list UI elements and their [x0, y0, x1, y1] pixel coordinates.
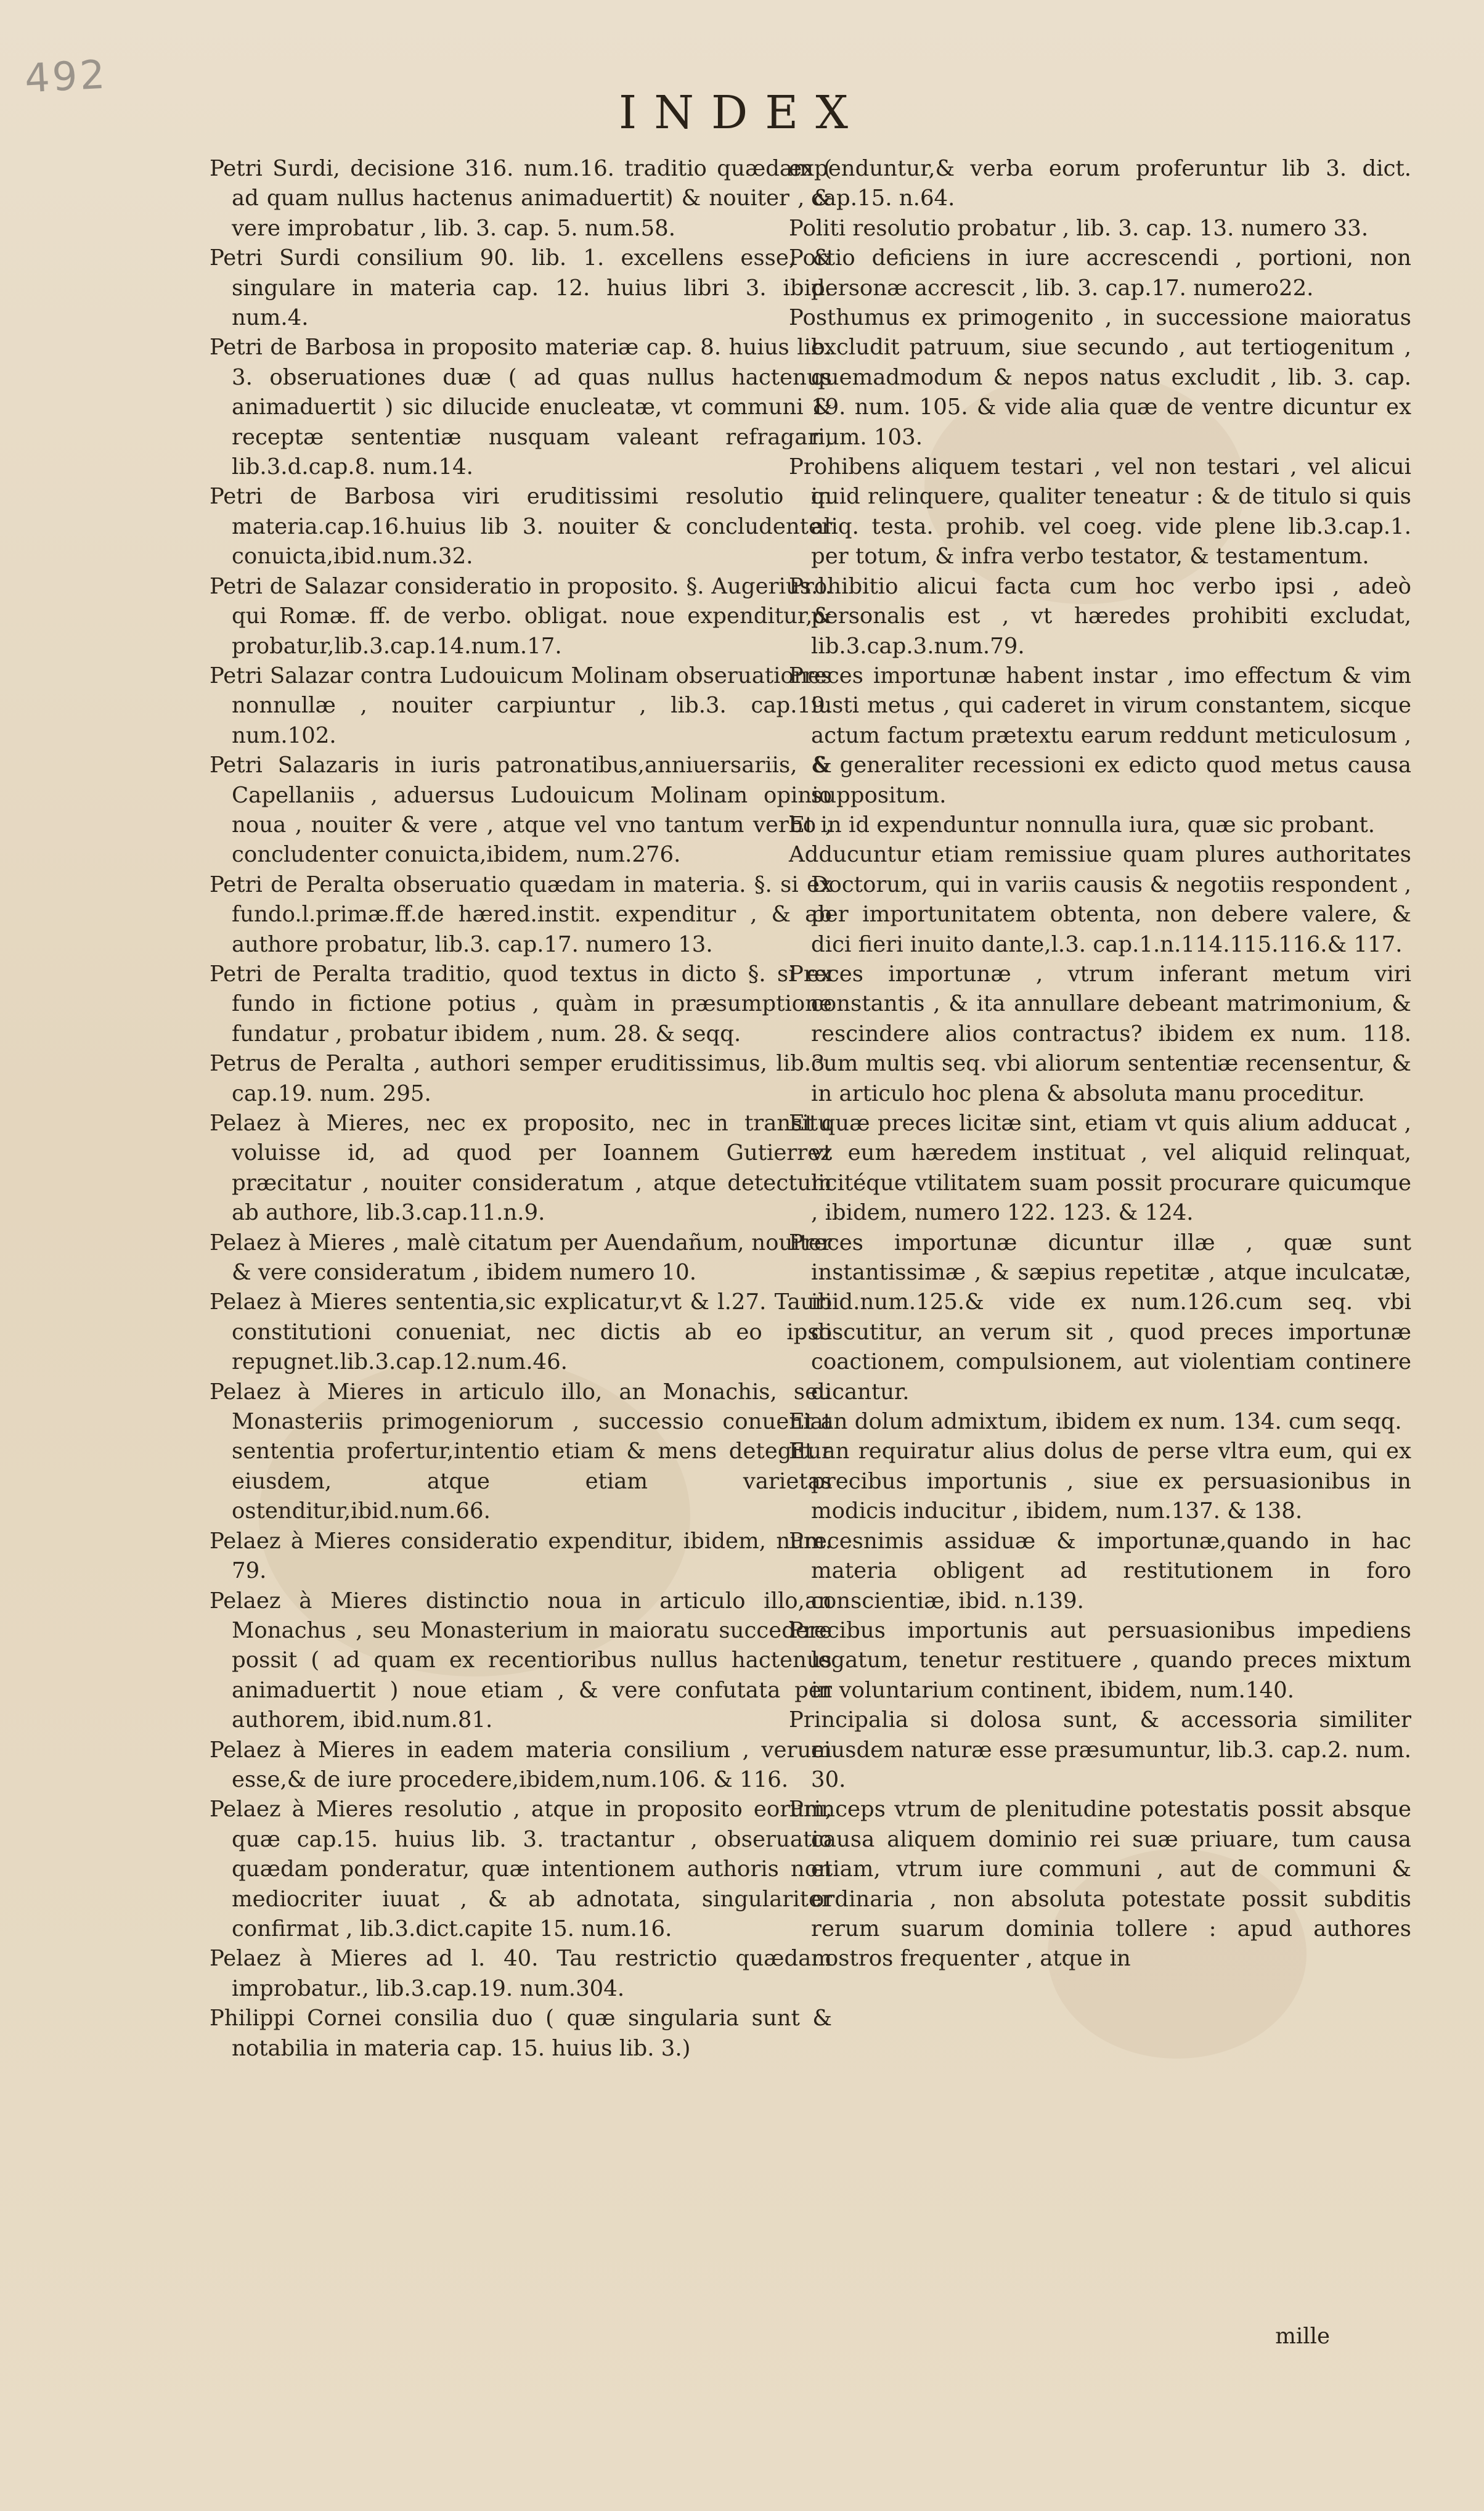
index-entry: Prohibitio alicui facta cum hoc verbo ipsi , adeò personalis est , vt hæredes prohibiti excludat, lib.3.cap.3.num.79. — [789, 573, 1411, 659]
index-entry: Et in id expenduntur nonnulla iura, quæ sic probant. — [789, 812, 1376, 838]
index-column-left — [210, 154, 832, 2064]
index-entry: Pelaez à Mieres in articulo illo, an Monachis, seu Monasteriis primogeniorum , successio conueniat sententia profertur,intentio etiam & mens detegitur eiusdem, atque etiam varietas ostenditur,ibid.num.66. — [210, 1379, 832, 1524]
index-entry: Pelaez à Mieres sententia,sic explicatur,vt & l.27. Tauri constitutioni conueniat, nec dictis ab eo ipso repugnet.lib.3.cap.12.num.46. — [210, 1289, 832, 1375]
index-entry: Preces importunæ habent instar , imo effectum & vim iusti metus , qui caderet in virum constantem, sicque actum factum prætextu earum reddunt meticulosum , & generaliter recessioni ex edicto quod metus causa suppositum. — [789, 663, 1411, 808]
catchword: mille — [1275, 2324, 1330, 2349]
index-entry: Petri de Salazar consideratio in proposito. §. Augerius.l. qui Romæ. ff. de verbo. obligat. noue expenditur,& probatur,lib.3.cap.14.num.17. — [210, 573, 832, 659]
index-entry: Petri Surdi consilium 90. lib. 1. excellens esse, & singulare in materia cap. 12. huius libri 3. ibid. num.4. — [210, 245, 832, 331]
index-entry: Pelaez à Mieres distinctio noua in articulo illo,an Monachus , seu Monasterium in maioratu succedere possit ( ad quam ex recentioribus nullus hactenus animaduertit ) noue etiam , & vere confutata per authorem, ibid.num.81. — [210, 1588, 832, 1733]
index-entry: Adducuntur etiam remissiue quam plures authoritates Doctorum, qui in variis causis & negotiis respondent , per importunitatem obtenta, non debere valere, & dici fieri inuito dante,l.3. cap.1.n.114.115.116.& 117. — [789, 842, 1411, 957]
index-entry: Preces importunæ , vtrum inferant metum viri constantis , & ita annullare debeant matrimonium, & rescindere alios contractus? ibidem ex num. 118. cum multis seq. vbi aliorum sententiæ recensentur, & in articulo hoc plena & absoluta manu proceditur. — [789, 961, 1411, 1106]
index-entry: Pelaez à Mieres, nec ex proposito, nec in transitu voluisse id, ad quod per Ioannem Gutierrez præcitatur , nouiter consideratum , atque detectum ab authore, lib.3.cap.11.n.9. — [210, 1111, 832, 1226]
index-entry: Petri Salazaris in iuris patronatibus,anniuersariis, & Capellaniis , aduersus Ludouicum Molinam opinio noua , nouiter & vere , atque vel vno tantum verbo , concludenter conuicta,ibidem, num.276. — [210, 753, 832, 868]
index-entry: Pelaez à Mieres ad l. 40. Tau restrictio quædam improbatur., lib.3.cap.19. num.304. — [210, 1946, 832, 2001]
index-entry: Portio deficiens in iure accrescendi , portioni, non personæ accrescit , lib. 3. cap.17. numero22. — [789, 245, 1411, 301]
index-entry: Petri de Peralta obseruatio quædam in materia. §. si ex fundo.l.primæ.ff.de hæred.instit. expenditur , & ab authore probatur, lib.3. cap.17. numero 13. — [210, 872, 832, 957]
index-entry: Et an dolum admixtum, ibidem ex num. 134. cum seqq. — [789, 1409, 1402, 1435]
index-entry: Preces importunæ dicuntur illæ , quæ sunt instantissimæ , & sæpius repetitæ , atque inculcatæ, ibid.num.125.& vide ex num.126.cum seq. vbi discutitur, an verum sit , quod preces importunæ coactionem, compulsionem, aut violentiam continere dicantur. — [789, 1230, 1411, 1405]
index-entry: expenduntur,& verba eorum proferuntur lib 3. dict. cap.15. n.64. — [789, 156, 1411, 211]
index-entry: Precibus importunis aut persuasionibus impediens legatum, tenetur restituere , quando preces mixtum in voluntarium continent, ibidem, num.140. — [789, 1617, 1411, 1703]
index-entry: Pelaez à Mieres consideratio expenditur, ibidem, num. 79. — [210, 1528, 832, 1584]
index-entry: Petri Salazar contra Ludouicum Molinam obseruationes nonnullæ , nouiter carpiuntur , lib.3. cap.19. num.102. — [210, 663, 832, 748]
index-entry: Prohibens aliquem testari , vel non testari , vel alicui quid relinquere, qualiter teneatur : & de titulo si quis aliq. testa. prohib. vel coeg. vide plene lib.3.cap.1. per totum, & infra verbo testator, & testamentum. — [789, 454, 1411, 570]
index-entry: Petri de Peralta traditio, quod textus in dicto §. si ex fundo in fictione potius , quàm in præsumptione fundatur , probatur ibidem , num. 28. & seqq. — [210, 961, 832, 1047]
handwritten-folio-number: 492 — [23, 52, 109, 102]
index-entry: Pelaez à Mieres resolutio , atque in proposito eorum, quæ cap.15. huius lib. 3. tractantur , obseruatio quædam ponderatur, quæ intentionem authoris non mediocriter iuuat , & ab adnotata, singulariter confirmat , lib.3.dict.capite 15. num.16. — [210, 1797, 832, 1941]
index-entry: Et quæ preces licitæ sint, etiam vt quis alium adducat , vt eum hæredem instituat , vel aliquid relinquat, licitéque vtilitatem suam possit procurare quicumque , ibidem, numero 122. 123. & 124. — [789, 1111, 1411, 1226]
index-entry: Pelaez à Mieres in eadem materia consilium , verum esse,& de iure procedere,ibidem,num.106. & 116. — [210, 1737, 832, 1792]
index-entry: Precesnimis assiduæ & importunæ,quando in hac materia obligent ad restitutionem in foro conscientiæ, ibid. n.139. — [789, 1528, 1411, 1614]
index-entry: Posthumus ex primogenito , in successione maioratus excludit patruum, siue secundo , aut tertiogenitum , quemadmodum & nepos natus excludit , lib. 3. cap. 19. num. 105. & vide alia quæ de ventre dicuntur ex num. 103. — [789, 305, 1411, 450]
index-entry: Pelaez à Mieres , malè citatum per Auendañum, nouiter & vere consideratum , ibidem numero 10. — [210, 1230, 832, 1286]
index-entry: Petri de Barbosa viri eruditissimi resolutio in materia.cap.16.huius lib 3. nouiter & concludenter conuicta,ibid.num.32. — [210, 484, 832, 570]
index-entry: Princeps vtrum de plenitudine potestatis possit absque causa aliquem dominio rei suæ priuare, tum causa etiam, vtrum iure communi , aut de communi & ordinaria , non absoluta potestate possit subditis rerum suarum dominia tollere : apud authores nostros frequenter , atque in — [789, 1797, 1411, 1972]
page-title: INDEX — [618, 86, 865, 139]
index-entry: Petrus de Peralta , authori semper eruditissimus, lib.3. cap.19. num. 295. — [210, 1051, 832, 1106]
index-entry: Et an requiratur alius dolus de perse vltra eum, qui ex precibus importunis , siue ex persuasionibus in modicis inducitur , ibidem, num.137. & 138. — [789, 1439, 1411, 1524]
index-entry: Politi resolutio probatur , lib. 3. cap. 13. numero 33. — [789, 215, 1369, 241]
index-entry: Principalia si dolosa sunt, & accessoria similiter eiusdem naturæ esse præsumuntur, lib.3. cap.2. num. 30. — [789, 1707, 1411, 1792]
index-entry: Petri de Barbosa in proposito materiæ cap. 8. huius lib. 3. obseruationes duæ ( ad quas nullus hactenus animaduertit ) sic dilucide enucleatæ, vt communi & receptæ sententiæ nusquam valeant refragari, lib.3.d.cap.8. num.14. — [210, 335, 832, 480]
index-column-right — [789, 154, 1411, 1974]
index-entry: Petri Surdi, decisione 316. num.16. traditio quædam ( ad quam nullus hactenus animaduertit) & nouiter , & vere improbatur , lib. 3. cap. 5. num.58. — [210, 156, 832, 241]
index-entry: Philippi Cornei consilia duo ( quæ singularia sunt & notabilia in materia cap. 15. huius lib. 3.) — [210, 2006, 832, 2061]
